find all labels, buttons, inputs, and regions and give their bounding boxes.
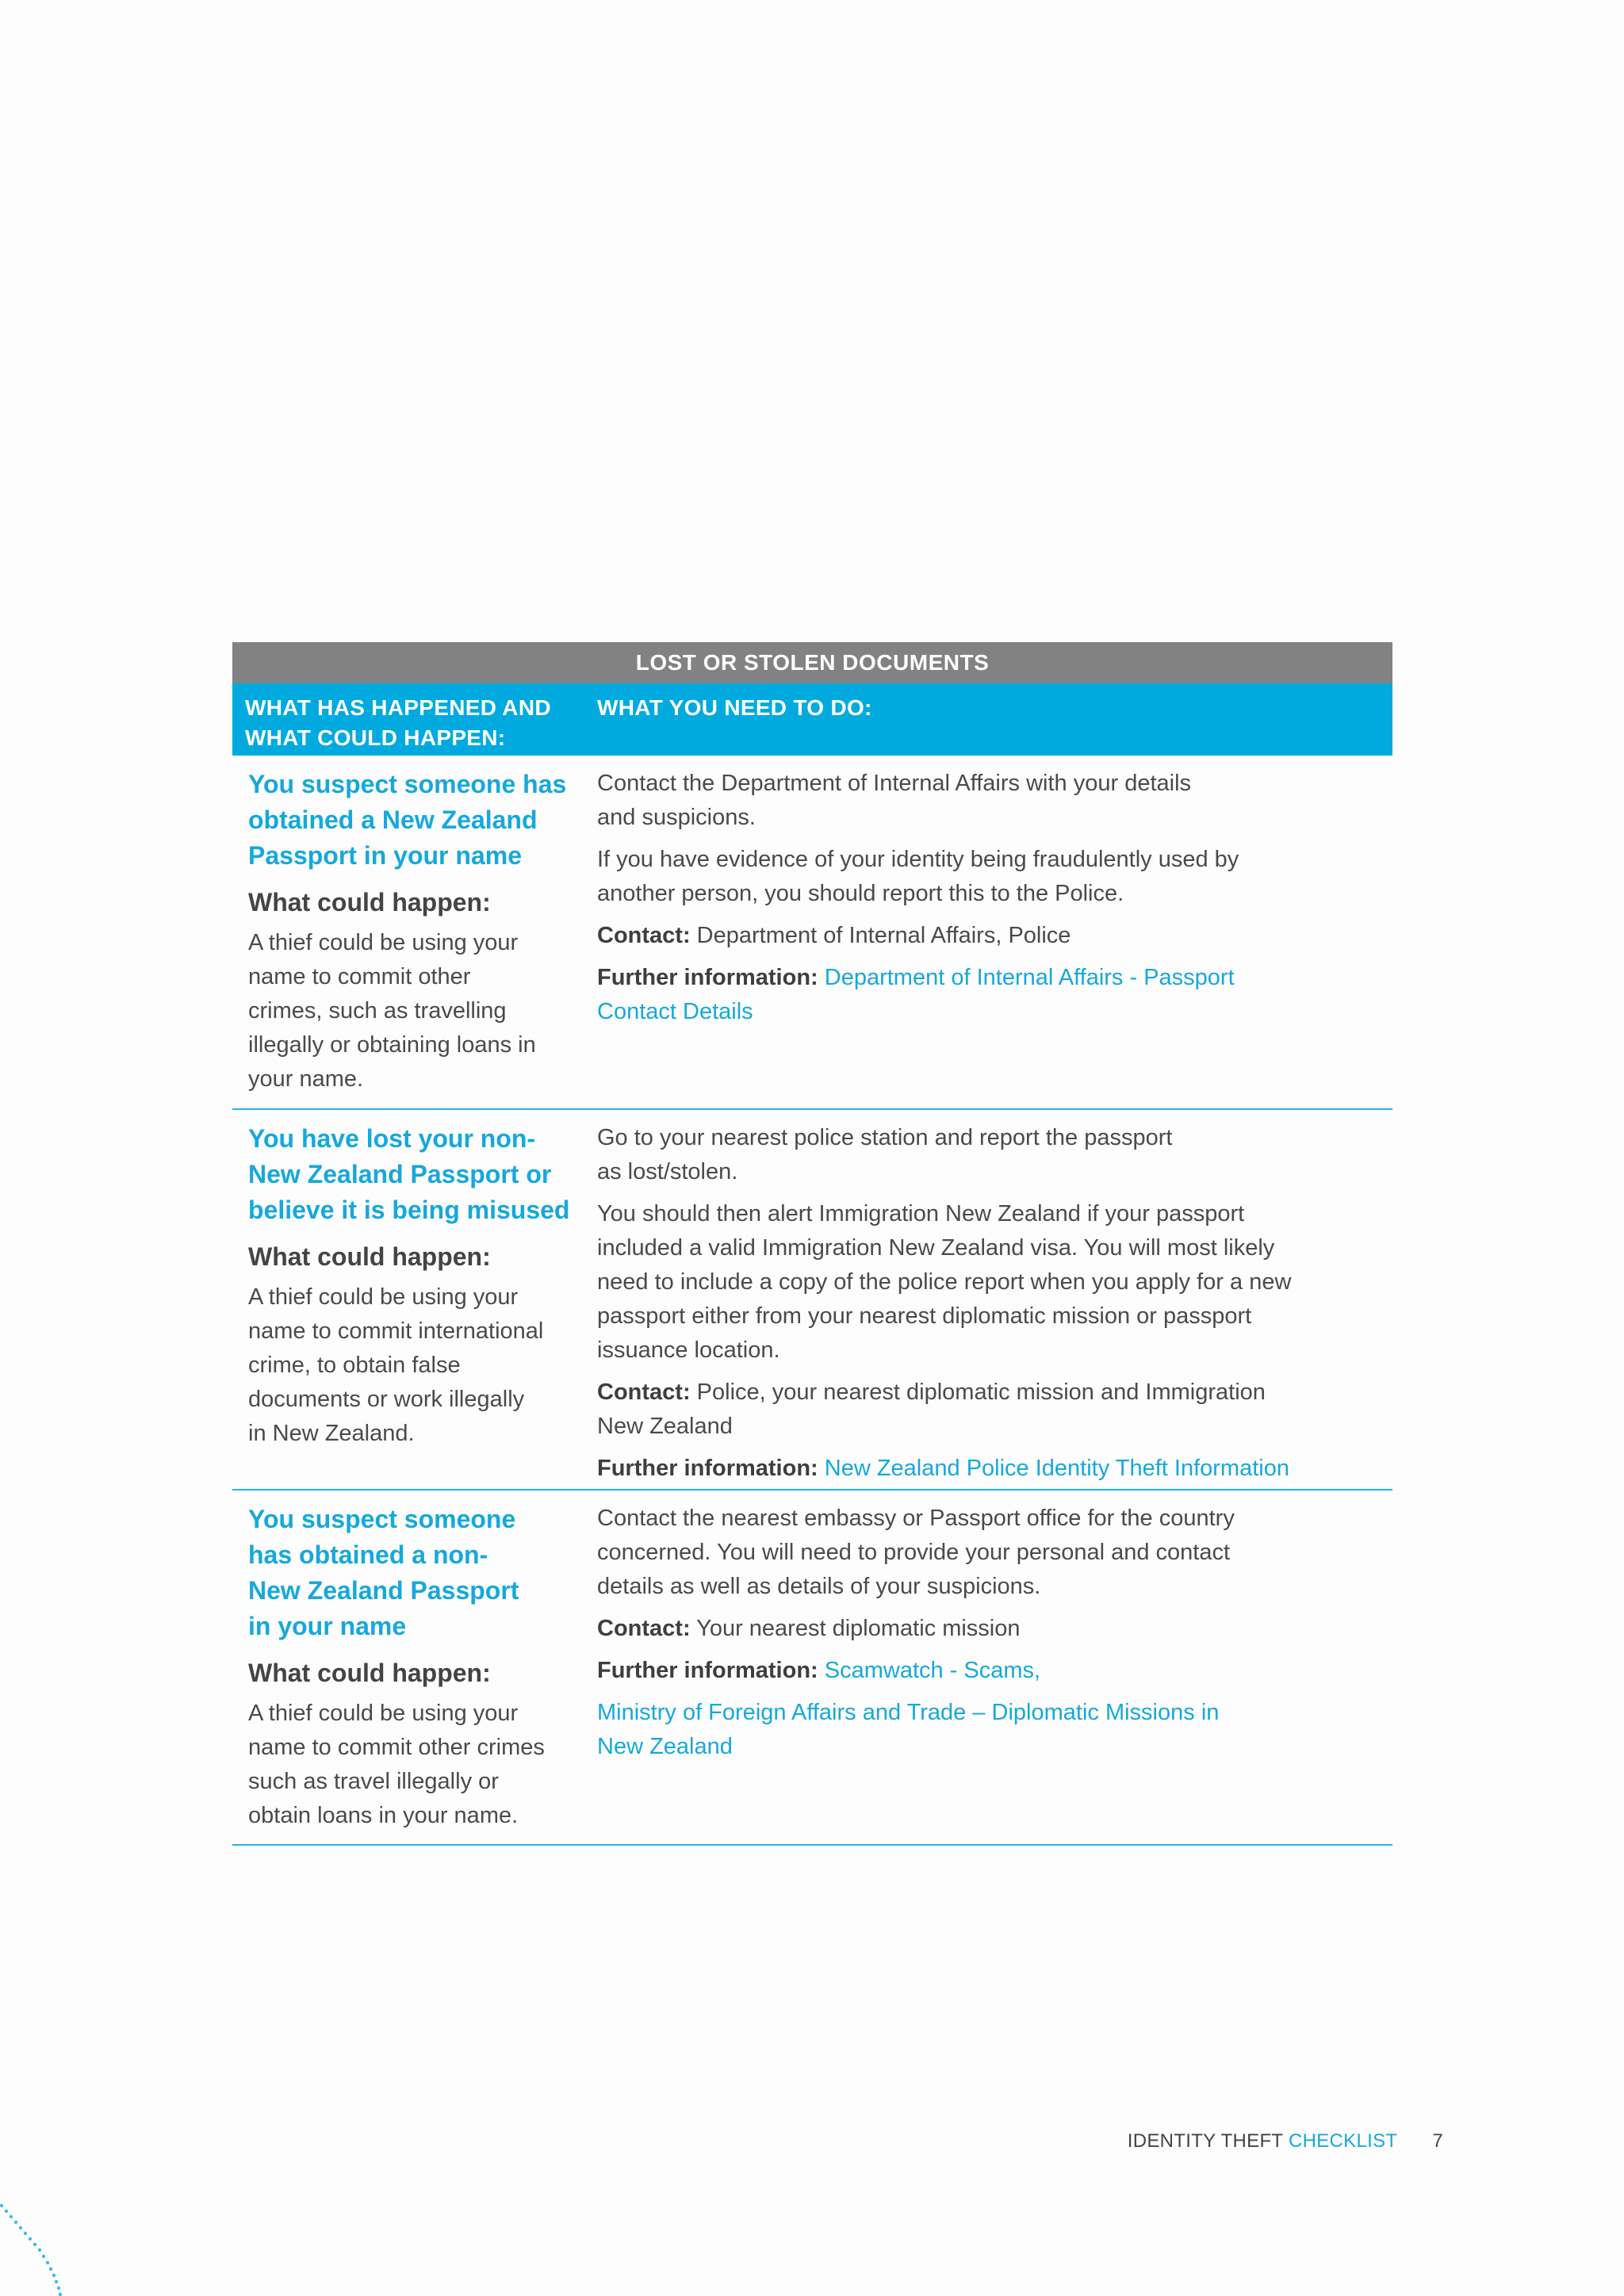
risk-description: A thief could be using your name to commit other crimes such as travel illegally or obtain loans in your name.	[248, 1701, 545, 1828]
further-information: Further information: New Zealand Police Identity Theft Information	[597, 1456, 1289, 1481]
table-title: LOST OR STOLEN DOCUMENTS	[232, 642, 1392, 683]
table-row	[232, 1110, 1392, 1490]
dia-passport-link[interactable]: Department of Internal Affairs - Passport	[818, 965, 1235, 990]
contact-line: Contact: Department of Internal Affairs, Police	[597, 923, 1071, 948]
action-paragraph: Go to your nearest police station and report the passport as lost/stolen.	[597, 1125, 1173, 1184]
risk-description: A thief could be using your name to commit other crimes, such as travelling illegally or obtaining loans in your name.	[248, 930, 536, 1092]
row-action-cell	[597, 756, 1392, 1108]
footer-accent: CHECKLIST	[1288, 2130, 1398, 2152]
header-what-to-do: WHAT YOU NEED TO DO:	[597, 695, 872, 720]
what-could-happen-label: What could happen:	[248, 1242, 491, 1271]
table-row	[232, 1490, 1392, 1846]
table-row	[232, 756, 1392, 1110]
situation-heading: You suspect someone has obtained a non- New Zealand Passport in your name	[248, 1505, 519, 1640]
scamwatch-link[interactable]: Scamwatch - Scams,	[818, 1658, 1041, 1683]
table-header-row	[232, 683, 1392, 756]
decorative-dots	[0, 2204, 71, 2296]
contact-line: Contact: Police, your nearest diplomatic mission and Immigration New Zealand	[597, 1380, 1266, 1439]
page-footer: IDENTITY THEFT CHECKLIST 7	[1127, 2130, 1443, 2152]
situation-heading: You suspect someone has obtained a New Zealand Passport in your name	[248, 770, 567, 870]
row-situation-cell	[232, 756, 597, 1108]
what-could-happen-label: What could happen:	[248, 1659, 491, 1687]
nz-police-identity-theft-link[interactable]: New Zealand Police Identity Theft Information	[818, 1456, 1289, 1481]
row-action-cell	[597, 1110, 1392, 1489]
situation-heading: You have lost your non- New Zealand Passport or believe it is being misused	[248, 1124, 570, 1224]
page-number: 7	[1432, 2130, 1443, 2152]
row-action-cell	[597, 1490, 1392, 1844]
dia-passport-link[interactable]: Contact Details	[597, 999, 753, 1024]
action-paragraph: Contact the Department of Internal Affairs with your details and suspicions.	[597, 771, 1192, 830]
action-paragraph: If you have evidence of your identity being fraudulently used by another person, you should report this to the Police.	[597, 847, 1239, 906]
header-what-happened: WHAT HAS HAPPENED AND WHAT COULD HAPPEN:	[245, 695, 551, 750]
action-paragraph: Contact the nearest embassy or Passport office for the country concerned. You will need to provide your personal and contact details as well as details of your suspicions.	[597, 1506, 1235, 1599]
row-situation-cell	[232, 1490, 597, 1844]
action-paragraph: You should then alert Immigration New Zealand if your passport included a valid Immigration New Zealand visa. You will most likely need to include a copy of the police report when you apply for a new passport either from your nearest diplomatic mission or passport issuance location.	[597, 1201, 1292, 1363]
mfat-diplomatic-missions-link[interactable]: Ministry of Foreign Affairs and Trade – Diplomatic Missions in New Zealand	[597, 1700, 1220, 1759]
what-could-happen-label: What could happen:	[248, 888, 491, 916]
lost-stolen-documents-table	[232, 642, 1392, 1846]
further-information: Further information: Scamwatch - Scams,	[597, 1658, 1041, 1683]
risk-description: A thief could be using your name to commit international crime, to obtain false documents or work illegally in New Zealand.	[248, 1284, 544, 1446]
further-information: Further information: Department of Internal Affairs - Passport Contact Details	[597, 965, 1235, 1024]
contact-line: Contact: Your nearest diplomatic mission	[597, 1616, 1021, 1641]
row-situation-cell	[232, 1110, 597, 1489]
